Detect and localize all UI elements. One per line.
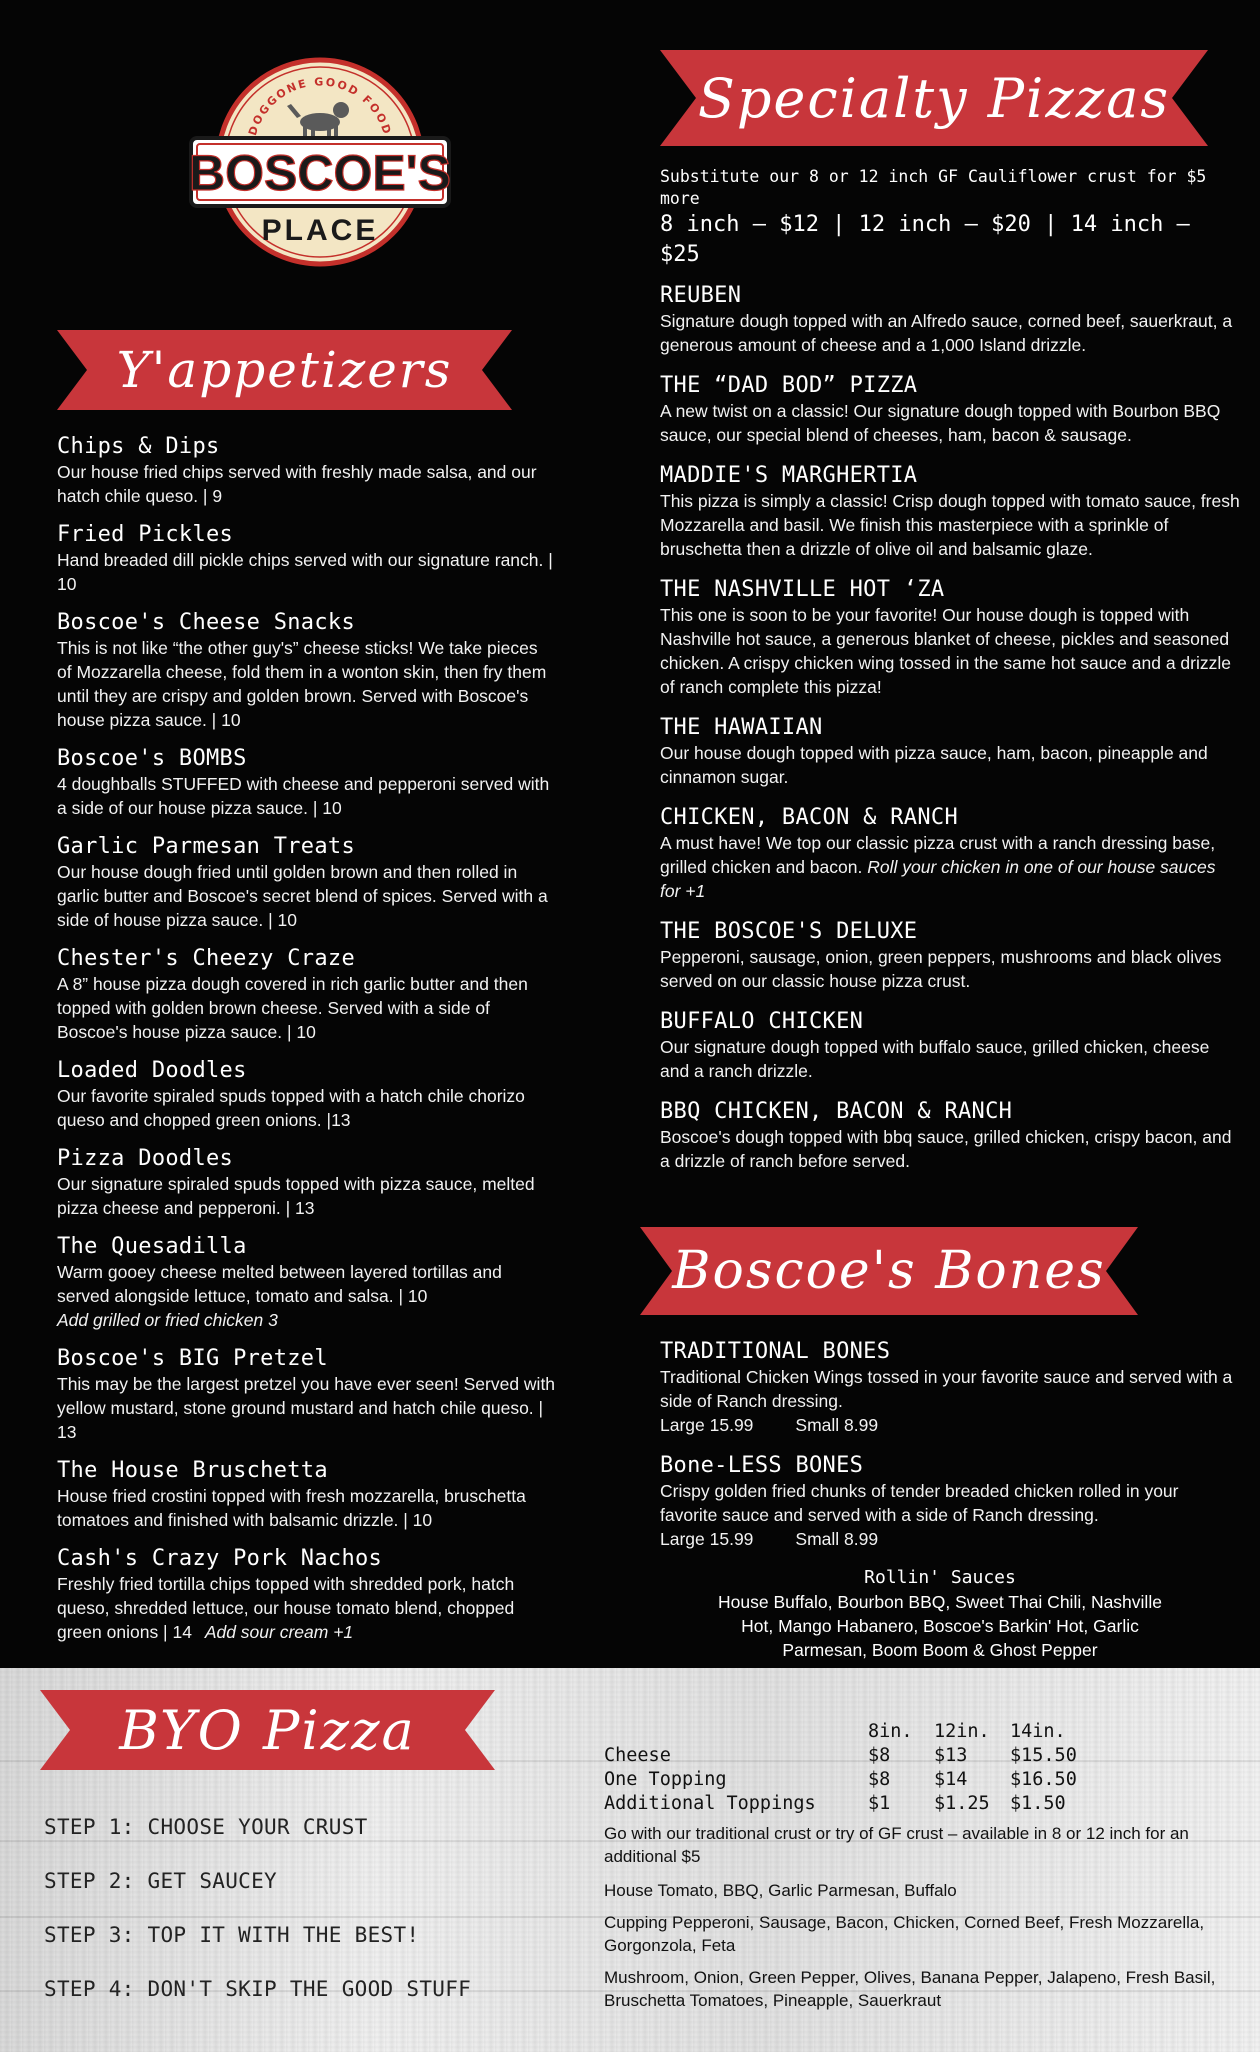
- item-description-text: A new twist on a classic! Our signature dough topped with Bourbon BBQ sauce, our special blend of cheeses, ham, bacon & sausage.: [660, 401, 1221, 445]
- item-description-text: Signature dough topped with an Alfredo sauce, corned beef, sauerkraut, a generous amount of cheese and a 1,000 Island drizzle.: [660, 311, 1233, 355]
- byo-veggies-text: Mushroom, Onion, Green Pepper, Olives, Banana Pepper, Jalapeno, Fresh Basil, Bruschetta Tomatoes, Pineapple, Sauerkraut: [604, 1968, 1216, 2010]
- price-header-8in: 8in.: [868, 1721, 913, 1742]
- byo-price-header-row: [604, 1720, 1110, 1744]
- bones-title: Boscoe's Bones: [672, 1241, 1106, 1301]
- byo-title: BYO Pizza: [119, 1698, 416, 1762]
- appetizer-item: [57, 433, 557, 508]
- item-name: THE “DAD BOD” PIZZA: [660, 373, 918, 398]
- item-description-text: This may be the largest pretzel you have ever seen! Served with yellow mustard, stone ground mustard and hatch chile queso. | 13: [57, 1374, 556, 1442]
- item-description: [57, 1372, 557, 1444]
- item-name: THE BOSCOE'S DELUXE: [660, 919, 918, 944]
- specialty-pizza-item: [660, 714, 1240, 789]
- item-description: [660, 1035, 1240, 1083]
- price-large: Large 15.99: [660, 1415, 754, 1435]
- byo-sauces-text: House Tomato, BBQ, Garlic Parmesan, Buffalo: [604, 1881, 957, 1900]
- item-name: Pizza Doodles: [57, 1146, 234, 1171]
- item-description: [57, 636, 557, 732]
- rollin-sauces-title: Rollin' Sauces: [864, 1567, 1016, 1588]
- byo-pizza-section: [0, 1668, 1260, 2052]
- logo-arc-text: DOGGONE GOOD FOOD: [246, 75, 394, 138]
- item-description: [57, 1172, 557, 1220]
- appetizer-item: [57, 1545, 557, 1644]
- item-description-text: Our house fried chips served with freshly made salsa, and our hatch chile queso. | 9: [57, 462, 537, 506]
- byo-banner: [40, 1688, 495, 1772]
- item-description: [660, 1479, 1240, 1527]
- gf-crust-note: Substitute our 8 or 12 inch GF Cauliflower crust for $5 more: [660, 167, 1207, 208]
- item-description: [57, 548, 557, 596]
- rollin-sauces: [660, 1566, 1220, 1662]
- byo-step-3: STEP 3: TOP IT WITH THE BEST!: [44, 1923, 420, 1947]
- item-description-text: Warm gooey cheese melted between layered tortillas and served alongside lettuce, tomato and salsa. | 10: [57, 1262, 502, 1306]
- appetizers-title: Y'appetizers: [116, 341, 453, 399]
- item-description-text: Our signature spiraled spuds topped with pizza sauce, melted pizza cheese and pepperoni. | 13: [57, 1174, 535, 1218]
- price-12in: $1.25: [934, 1793, 990, 1814]
- specialty-size-prices: 8 inch – $12 | 12 inch – $20 | 14 inch – $25: [660, 212, 1190, 267]
- specialty-pizza-item: [660, 918, 1240, 993]
- appetizer-item: [57, 1233, 557, 1332]
- byo-crust-text: Go with our traditional crust or try of GF crust – available in 8 or 12 inch for an additional $5: [604, 1824, 1189, 1866]
- bone-size-prices: [660, 1413, 1240, 1437]
- item-addon-note: Add sour cream +1: [204, 1622, 354, 1642]
- item-description: [660, 1125, 1240, 1173]
- item-description: [660, 1365, 1240, 1413]
- appetizers-list: [57, 433, 557, 1657]
- item-name: Bone-LESS BONES: [660, 1453, 864, 1478]
- item-name: THE HAWAIIAN: [660, 715, 823, 740]
- bones-item: [660, 1338, 1240, 1437]
- price-8in: $8: [868, 1769, 891, 1790]
- price-14in: $1.50: [1010, 1793, 1066, 1814]
- item-name: CHICKEN, BACON & RANCH: [660, 805, 958, 830]
- item-description-text: Crispy golden fried chunks of tender breaded chicken rolled in your favorite sauce and served with a side of Ranch dressing.: [660, 1481, 1179, 1525]
- specialty-pizzas-title: Specialty Pizzas: [697, 66, 1171, 130]
- rollin-sauces-list: House Buffalo, Bourbon BBQ, Sweet Thai Chili, Nashville Hot, Mango Habanero, Boscoe's Barkin' Hot, Garlic Parmesan, Boom Boom & Ghost Pepper: [718, 1592, 1162, 1660]
- appetizer-item: [57, 945, 557, 1044]
- item-description-text: Traditional Chicken Wings tossed in your favorite sauce and served with a side of Ranch dressing.: [660, 1367, 1233, 1411]
- item-description-text: Boscoe's dough topped with bbq sauce, grilled chicken, crispy bacon, and a drizzle of ranch before served.: [660, 1127, 1232, 1171]
- item-description-text: A must have! We top our classic pizza crust with a ranch dressing base, grilled chicken and bacon.: [660, 833, 1216, 877]
- appetizer-item: [57, 1345, 557, 1444]
- logo-sub: PLACE: [261, 214, 379, 247]
- byo-step-4: STEP 4: DON'T SKIP THE GOOD STUFF: [44, 1977, 472, 2001]
- item-name: REUBEN: [660, 283, 742, 308]
- appetizer-item: [57, 1457, 557, 1532]
- byo-price-row: [604, 1744, 1110, 1768]
- item-name: THE NASHVILLE HOT ‘ZA: [660, 577, 945, 602]
- item-name: BBQ CHICKEN, BACON & RANCH: [660, 1099, 1013, 1124]
- price-row-label: Additional Toppings: [604, 1793, 816, 1814]
- appetizer-item: [57, 833, 557, 932]
- item-name: Boscoe's BOMBS: [57, 746, 247, 771]
- byo-details: [604, 1720, 1224, 2012]
- item-description: [660, 741, 1240, 789]
- bones-list: [660, 1338, 1240, 1551]
- item-description-text: This pizza is simply a classic! Crisp dough topped with tomato sauce, fresh Mozzarella and basil. We finish this masterpiece with a sprinkle of bruschetta then a drizzle of olive oil and balsamic glaze.: [660, 491, 1240, 559]
- item-description: [660, 489, 1240, 561]
- byo-price-table: [604, 1720, 1110, 1816]
- item-description-text: Our house dough fried until golden brown and then rolled in garlic butter and Boscoe's secret blend of spices. Served with a side of house pizza sauce. | 10: [57, 862, 548, 930]
- appetizer-item: [57, 1057, 557, 1132]
- specialty-pizzas-section: [660, 166, 1240, 1188]
- item-addon-note: Add grilled or fried chicken 3: [57, 1310, 278, 1330]
- appetizer-item: [57, 609, 557, 732]
- price-8in: $8: [868, 1745, 891, 1766]
- item-name: TRADITIONAL BONES: [660, 1339, 891, 1364]
- item-description: [660, 399, 1240, 447]
- bone-size-prices: [660, 1527, 1240, 1551]
- item-description: [57, 1084, 557, 1132]
- item-description-text: Freshly fried tortilla chips topped with shredded pork, hatch queso, shredded lettuce, our house tomato blend, chopped green onions | 14: [57, 1574, 515, 1642]
- byo-price-row: [604, 1792, 1110, 1816]
- item-name: Boscoe's Cheese Snacks: [57, 610, 355, 635]
- byo-steps: [44, 1814, 471, 2030]
- item-description-text: This is not like “the other guy's” cheese sticks! We take pieces of Mozzarella cheese, fold them in a wonton skin, then fry them until they are crispy and golden brown. Served with Boscoe's house pizza sauce. | 10: [57, 638, 547, 730]
- item-description: [57, 1484, 557, 1532]
- item-name: Boscoe's BIG Pretzel: [57, 1346, 328, 1371]
- specialty-pizza-item: [660, 1098, 1240, 1173]
- item-name: Garlic Parmesan Treats: [57, 834, 355, 859]
- item-description-text: A 8” house pizza dough covered in rich garlic butter and then topped with golden brown cheese. Served with a side of Boscoe's house pizza sauce. | 10: [57, 974, 528, 1042]
- specialty-pizza-item: [660, 804, 1240, 903]
- price-8in: $1: [868, 1793, 891, 1814]
- bones-section: [660, 1338, 1240, 1662]
- item-addon-note: Roll your chicken in one of our house sauces for +1: [660, 857, 1216, 901]
- price-12in: $14: [934, 1769, 968, 1790]
- byo-step-2: STEP 2: GET SAUCEY: [44, 1869, 277, 1893]
- item-description: [660, 603, 1240, 699]
- appetizer-item: [57, 521, 557, 596]
- item-name: MADDIE'S MARGHERTIA: [660, 463, 918, 488]
- price-12in: $13: [934, 1745, 968, 1766]
- item-description: [57, 860, 557, 932]
- price-row-label: Cheese: [604, 1745, 671, 1766]
- byo-price-row: [604, 1768, 1110, 1792]
- item-description-text: Our favorite spiraled spuds topped with a hatch chile chorizo queso and chopped green onions. |13: [57, 1086, 525, 1130]
- item-name: Chips & Dips: [57, 434, 220, 459]
- price-small: Small 8.99: [795, 1415, 879, 1435]
- specialty-pizzas-banner: [660, 48, 1208, 148]
- item-description-text: Hand breaded dill pickle chips served with our signature ranch. | 10: [57, 550, 553, 594]
- specialty-pizza-item: [660, 576, 1240, 699]
- bones-banner: [640, 1225, 1138, 1317]
- price-small: Small 8.99: [795, 1529, 879, 1549]
- byo-step-1: STEP 1: CHOOSE YOUR CRUST: [44, 1815, 368, 1839]
- item-description-text: Our house dough topped with pizza sauce, ham, bacon, pineapple and cinnamon sugar.: [660, 743, 1208, 787]
- price-row-label: One Topping: [604, 1769, 727, 1790]
- appetizers-banner: [57, 328, 512, 412]
- appetizer-item: [57, 1145, 557, 1220]
- appetizer-item: [57, 745, 557, 820]
- price-large: Large 15.99: [660, 1529, 754, 1549]
- item-description: [57, 460, 557, 508]
- item-name: BUFFALO CHICKEN: [660, 1009, 864, 1034]
- item-description: [57, 772, 557, 820]
- price-14in: $16.50: [1010, 1769, 1077, 1790]
- item-description-text: Our signature dough topped with buffalo sauce, grilled chicken, cheese and a ranch drizzle.: [660, 1037, 1210, 1081]
- specialty-pizza-item: [660, 282, 1240, 357]
- item-description: [57, 972, 557, 1044]
- specialty-pizza-list: [660, 282, 1240, 1173]
- item-name: The House Bruschetta: [57, 1458, 328, 1483]
- specialty-pizza-item: [660, 462, 1240, 561]
- item-description-text: Pepperoni, sausage, onion, green peppers, mushrooms and black olives served on our classic house pizza crust.: [660, 947, 1222, 991]
- item-description-text: House fried crostini topped with fresh mozzarella, bruschetta tomatoes and finished with balsamic drizzle. | 10: [57, 1486, 526, 1530]
- specialty-pizza-item: [660, 372, 1240, 447]
- price-header-14in: 14in.: [1010, 1721, 1066, 1742]
- item-name: Loaded Doodles: [57, 1058, 247, 1083]
- price-14in: $15.50: [1010, 1745, 1077, 1766]
- item-description: [57, 1572, 557, 1644]
- boscoes-place-logo: [185, 40, 455, 285]
- price-header-12in: 12in.: [934, 1721, 990, 1742]
- item-description: [660, 309, 1240, 357]
- item-name: Chester's Cheezy Craze: [57, 946, 355, 971]
- item-description-text: 4 doughballs STUFFED with cheese and pepperoni served with a side of our house pizza sauce. | 10: [57, 774, 550, 818]
- byo-toppings-text: Cupping Pepperoni, Sausage, Bacon, Chicken, Corned Beef, Fresh Mozzarella, Gorgonzola, Feta: [604, 1913, 1205, 1955]
- logo-name: BOSCOE'S: [189, 145, 451, 201]
- item-name: Fried Pickles: [57, 522, 234, 547]
- item-description: [57, 1260, 557, 1332]
- item-description: [660, 945, 1240, 993]
- item-name: Cash's Crazy Pork Nachos: [57, 1546, 383, 1571]
- item-description-text: This one is soon to be your favorite! Our house dough is topped with Nashville hot sauce, a generous blanket of cheese, pickles and seasoned chicken. A crispy chicken wing tossed in the same hot sauce and a drizzle of ranch complete this pizza!: [660, 605, 1231, 697]
- item-name: The Quesadilla: [57, 1234, 247, 1259]
- bones-item: [660, 1452, 1240, 1551]
- item-description: [660, 831, 1240, 903]
- specialty-pizza-item: [660, 1008, 1240, 1083]
